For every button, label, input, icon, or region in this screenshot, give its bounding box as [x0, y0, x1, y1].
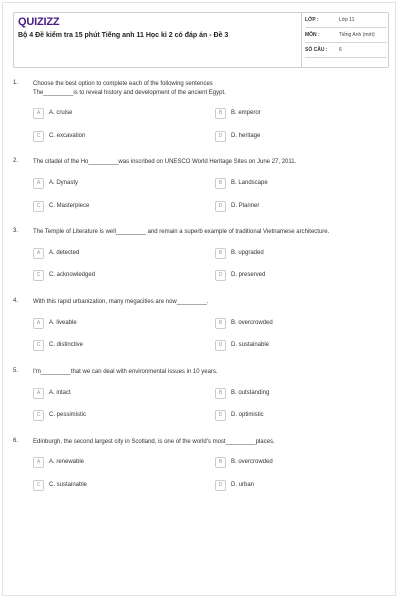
meta-label: MÔN : [305, 32, 320, 38]
option-letter-box: A [33, 318, 44, 329]
option-letter-box: D [215, 480, 226, 491]
option-text: C. sustainable [49, 482, 88, 488]
option-text: B. Landscape [231, 180, 268, 186]
option-letter-box: C [33, 131, 44, 142]
option-letter-box: C [33, 201, 44, 212]
option-letter-box: A [33, 248, 44, 259]
option-letter-box: C [33, 340, 44, 351]
page-title: Bộ 4 Đề kiểm tra 15 phút Tiếng anh 11 Học kì 2 có đáp án - Đề 3 [18, 32, 229, 39]
option-text: D. Planner [231, 203, 260, 209]
meta-underline [305, 42, 387, 43]
question-line: The citadel of the Ho_________was inscribed on UNESCO World Heritage Sites on June 27, 2011. [33, 159, 297, 165]
option-letter-box: B [215, 248, 226, 259]
option-letter-box: B [215, 178, 226, 189]
option-text: A. cruise [49, 110, 73, 116]
meta-label: SỐ CÂU : [305, 47, 328, 53]
question-text [33, 158, 383, 167]
header-divider [301, 13, 302, 67]
option-letter-box: B [215, 318, 226, 329]
option-letter-box: D [215, 131, 226, 142]
meta-underline [305, 27, 387, 28]
question-number: 4. [13, 298, 19, 304]
question-line: The_________is to reveal history and development of the ancient Egypt. [33, 89, 226, 96]
option-letter-box: A [33, 388, 44, 399]
option-text: C. pessimistic [49, 412, 87, 418]
question-number: 6. [13, 438, 19, 444]
question-line: Edinburgh, the second largest city in Scotland, is one of the world's most_________places. [33, 439, 275, 445]
question-text [33, 298, 383, 307]
meta-value: Lớp 11 [339, 17, 355, 23]
option-text: A. liveable [49, 320, 77, 326]
question-number: 5. [13, 368, 19, 374]
meta-row-class [305, 17, 387, 29]
option-letter-box: D [215, 201, 226, 212]
question-number: 1. [13, 80, 19, 86]
option-letter-box: B [215, 108, 226, 119]
meta-row-count [305, 47, 387, 59]
option-letter-box: D [215, 410, 226, 421]
meta-underline [305, 57, 387, 58]
meta-value: 6 [339, 47, 342, 53]
option-text: D. preserved [231, 272, 266, 278]
option-text: D. heritage [231, 133, 261, 139]
question-line: I'm_________that we can deal with environmental issues in 10 years. [33, 369, 218, 375]
option-text: D. optimistic [231, 412, 264, 418]
question-line: With this rapid urbanization, many megacities are now_________. [33, 299, 209, 305]
meta-value: Tiếng Anh (mới) [339, 32, 375, 38]
meta-row-subject [305, 32, 387, 44]
option-text: C. excavation [49, 133, 86, 139]
option-text: C. Masterpiece [49, 203, 90, 209]
option-letter-box: D [215, 270, 226, 281]
question-number: 3. [13, 228, 19, 234]
question-text [33, 368, 383, 377]
question-text [33, 80, 383, 97]
option-text: D. urban [231, 482, 255, 488]
option-letter-box: C [33, 270, 44, 281]
question-line: The Temple of Literature is well_________ and remain a superb example of traditional Vietnamese architecture. [33, 229, 330, 235]
option-text: B. overcrowded [231, 459, 273, 465]
option-text: B. outstanding [231, 390, 270, 396]
option-text: C. distinctive [49, 342, 84, 348]
option-text: B. overcrowded [231, 320, 273, 326]
option-text: A. intact [49, 390, 71, 396]
option-text: A. Dynasty [49, 180, 79, 186]
option-text: A. renewable [49, 459, 85, 465]
option-text: A. detected [49, 250, 80, 256]
option-letter-box: A [33, 457, 44, 468]
option-text: C. acknowledged [49, 272, 96, 278]
option-letter-box: B [215, 388, 226, 399]
option-text: B. emperor [231, 110, 261, 116]
option-letter-box: A [33, 178, 44, 189]
option-text: B. upgraded [231, 250, 264, 256]
question-text [33, 438, 383, 447]
question-number: 2. [13, 158, 19, 164]
quizizz-logo: QUIZIZZ [18, 16, 60, 28]
meta-label: LỚP : [305, 17, 319, 23]
option-letter-box: B [215, 457, 226, 468]
option-letter-box: D [215, 340, 226, 351]
option-letter-box: A [33, 108, 44, 119]
option-text: D. sustainable [231, 342, 270, 348]
option-letter-box: C [33, 480, 44, 491]
question-text [33, 228, 383, 237]
document-header [13, 12, 389, 68]
question-line: Choose the best option to complete each of the following sentences [33, 81, 213, 87]
option-letter-box: C [33, 410, 44, 421]
